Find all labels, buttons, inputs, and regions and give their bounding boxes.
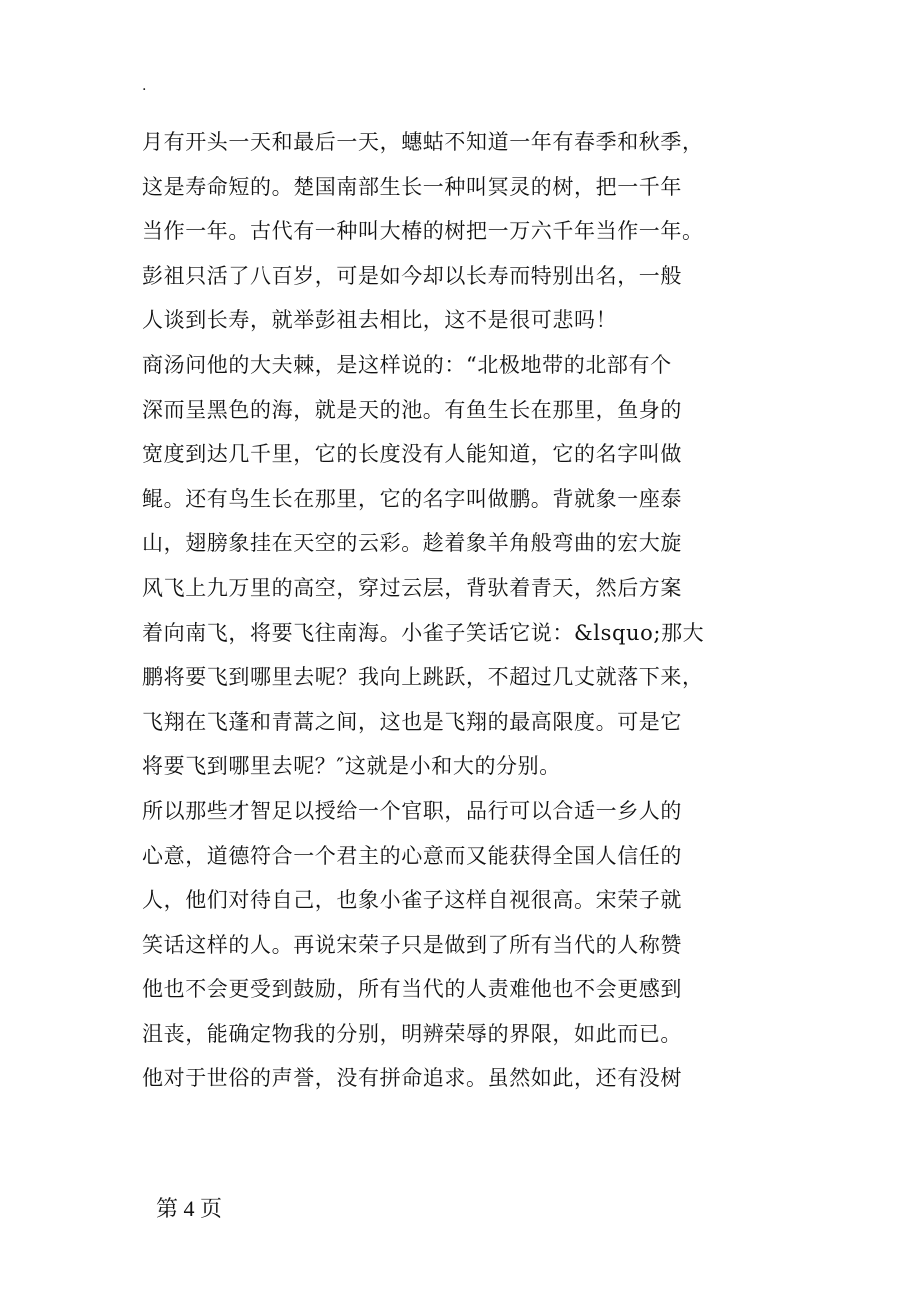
text-line: 商汤问他的大夫棘，是这样说的：“北极地带的北部有个 <box>142 352 672 377</box>
text-line: 鹏将要飞到哪里去呢？我向上跳跃，不超过几丈就落下来， <box>142 665 704 690</box>
text-line: 这是寿命短的。楚国南部生长一种叫冥灵的树，把一千年 <box>142 174 682 199</box>
text-line: 将要飞到哪里去呢？″这就是小和大的分别。 <box>142 754 561 779</box>
header-mark: . <box>142 78 147 94</box>
text-line: 风飞上九万里的高空，穿过云层，背驮着青天，然后方案 <box>142 575 682 600</box>
text-line: 着向南飞，将要飞往南海。小雀子笑话它说：&lsquo;那大 <box>142 620 705 645</box>
text-line: 鲲。还有鸟生长在那里，它的名字叫做鹏。背就象一座泰 <box>142 486 682 511</box>
text-line: 月有开头一天和最后一天，蟪蛄不知道一年有春季和秋季， <box>142 130 704 154</box>
text-line: 人，他们对待自己，也象小雀子这样自视很高。宋荣子就 <box>142 888 682 913</box>
text-line: 沮丧，能确定物我的分别，明辨荣辱的界限，如此而已。 <box>142 1021 682 1046</box>
body-text <box>142 120 782 1101</box>
text-line: 所以那些才智足以授给一个官职，品行可以合适一乡人的 <box>142 798 682 823</box>
text-line: 彭祖只活了八百岁，可是如今却以长寿而特别出名，一般 <box>142 263 682 288</box>
text-line: 飞翔在飞蓬和青蒿之间，这也是飞翔的最高限度。可是它 <box>142 709 682 734</box>
text-line: 当作一年。古代有一种叫大椿的树把一万六千年当作一年。 <box>142 219 704 244</box>
text-line: 山，翅膀象挂在天空的云彩。趁着象羊角般弯曲的宏大旋 <box>142 531 682 556</box>
text-line: 笑话这样的人。再说宋荣子只是做到了所有当代的人称赞 <box>142 932 682 957</box>
text-line: 人谈到长寿，就举彭祖去相比，这不是很可悲吗！ <box>142 308 618 333</box>
text-line: 他对于世俗的声誉，没有拼命追求。虽然如此，还有没树 <box>142 1066 682 1091</box>
text-line: 心意，道德符合一个君主的心意而又能获得全国人信任的 <box>142 843 682 868</box>
text-line: 他也不会更受到鼓励，所有当代的人责难他也不会更感到 <box>142 977 682 1002</box>
text-line: 宽度到达几千里，它的长度没有人能知道，它的名字叫做 <box>142 442 682 467</box>
text-line: 深而呈黑色的海，就是天的池。有鱼生长在那里，鱼身的 <box>142 397 682 422</box>
page-number: 第 4 页 <box>156 1196 223 1221</box>
